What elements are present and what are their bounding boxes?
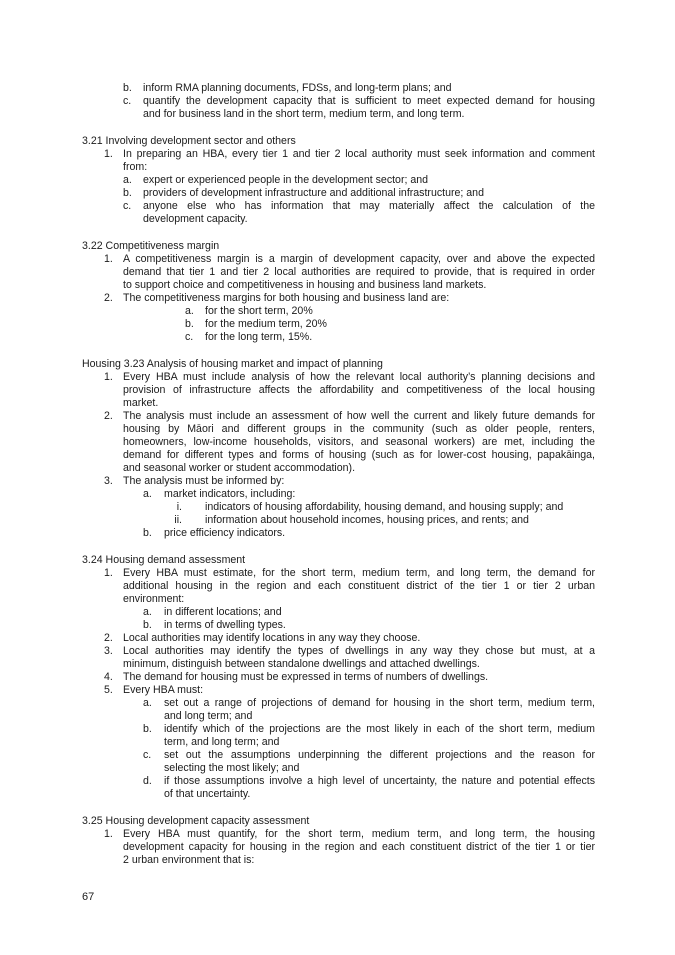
paragraph-line: The competitiveness margins for both housing and business land are:: [123, 292, 450, 304]
list-marker: b.: [143, 619, 152, 631]
list-marker: b.: [123, 187, 132, 199]
paragraph-line: provision of infrastructure affects the affordability and competitiveness of the local housing: [123, 384, 595, 396]
paragraph-line: minimum, distinguish between standalone dwellings and attached dwellings.: [123, 658, 480, 670]
list-number: 5.: [104, 684, 113, 696]
list-number: 2.: [104, 632, 113, 644]
paragraph-line: additional housing in the region and each constituent district of the tier 1 or tier 2 urban: [123, 580, 595, 592]
list-marker: a.: [185, 305, 194, 317]
list-item-text: inform RMA planning documents, FDSs, and long-term plans; and: [143, 82, 452, 94]
paragraph-line: In preparing an HBA, every tier 1 and tier 2 local authority must seek information and comment: [123, 148, 595, 160]
list-number: 1.: [104, 567, 113, 579]
paragraph-line: Every HBA must estimate, for the short term, medium term, and long term, the demand for: [123, 567, 595, 579]
paragraph-line: development capacity for housing in the region and each constituent district of the tier 1 or tier: [123, 841, 595, 853]
list-item-text: information about household incomes, housing prices, and rents; and: [205, 514, 529, 526]
list-item-text: of that uncertainty.: [164, 788, 251, 800]
paragraph-line: housing by Māori and different groups in the community (such as older people, renters,: [123, 423, 595, 435]
list-marker: c.: [123, 200, 132, 212]
list-marker: b.: [143, 527, 152, 539]
list-number: 1.: [104, 148, 113, 160]
list-item-text: set out a range of projections of demand for housing in the short term, medium term,: [164, 697, 595, 709]
list-marker: a.: [143, 488, 152, 500]
list-item-text: in different locations; and: [164, 606, 282, 618]
list-item-text: for the short term, 20%: [205, 305, 313, 317]
paragraph-line: market.: [123, 397, 159, 409]
list-marker: b.: [143, 723, 152, 735]
section-heading: 3.24 Housing demand assessment: [82, 554, 246, 566]
list-marker: c.: [185, 331, 194, 343]
list-number: 3.: [104, 645, 113, 657]
list-number: 1.: [104, 371, 113, 383]
paragraph-line: demand for different types and forms of housing (such as for lower-cost housing, papakāinga,: [123, 449, 595, 461]
paragraph-line: The demand for housing must be expressed in terms of numbers of dwellings.: [123, 671, 489, 683]
list-item-text: indicators of housing affordability, housing demand, and housing supply; and: [205, 501, 564, 513]
list-item-text: term, and long term; and: [164, 736, 280, 748]
list-marker: a.: [123, 174, 132, 186]
list-item-text: and for business land in the short term, medium term, and long term.: [143, 108, 465, 120]
paragraph-line: The analysis must include an assessment of how well the current and likely future demands for: [123, 410, 595, 422]
list-item-text: if those assumptions involve a high level of uncertainty, the nature and potential effects: [164, 775, 595, 787]
list-marker: a.: [143, 697, 152, 709]
section-heading: 3.22 Competitiveness margin: [82, 240, 220, 252]
list-item-text: for the medium term, 20%: [205, 318, 327, 330]
list-item-text: market indicators, including:: [164, 488, 296, 500]
list-item-text: selecting the most likely; and: [164, 762, 300, 774]
page-number: 67: [82, 891, 95, 903]
list-number: 1.: [104, 253, 113, 265]
paragraph-line: Every HBA must:: [123, 684, 204, 696]
list-item-text: providers of development infrastructure and additional infrastructure; and: [143, 187, 484, 199]
paragraph-line: Local authorities may identify locations in any way they choose.: [123, 632, 421, 644]
list-marker: b.: [185, 318, 194, 330]
list-marker: b.: [123, 82, 132, 94]
list-item-text: development capacity.: [143, 213, 248, 225]
paragraph-line: Every HBA must include analysis of how the relevant local authority’s planning decisions and: [123, 371, 595, 383]
paragraph-line: from:: [123, 161, 148, 173]
paragraph-line: homeowners, low-income households, visitors, and seasonal workers) are met, including the: [123, 436, 595, 448]
list-item-text: identify which of the projections are the most likely in each of the short term, medium: [164, 723, 595, 735]
paragraph-line: Local authorities may identify the types of dwellings in any way they chose but must, at a: [123, 645, 595, 657]
paragraph-line: Every HBA must quantify, for the short term, medium term, and long term, the housing: [123, 828, 595, 840]
list-item-text: expert or experienced people in the development sector; and: [143, 174, 429, 186]
list-marker: c.: [143, 749, 152, 761]
paragraph-line: The analysis must be informed by:: [123, 475, 285, 487]
list-item-text: set out the assumptions underpinning the different projections and the reason for: [164, 749, 595, 761]
paragraph-line: demand that tier 1 and tier 2 local authorities are required to provide, that is required in order: [123, 266, 595, 278]
list-item-text: anyone else who has information that may materially affect the calculation of the: [143, 200, 595, 212]
list-number: 3.: [104, 475, 113, 487]
list-item-text: quantify the development capacity that is sufficient to meet expected demand for housing: [143, 95, 595, 107]
list-item-text: in terms of dwelling types.: [164, 619, 286, 631]
paragraph-line: and seasonal worker or student accommodation).: [123, 462, 356, 474]
list-marker: a.: [143, 606, 152, 618]
list-item-text: and long term; and: [164, 710, 253, 722]
paragraph-line: to support choice and competitiveness in housing and business land markets.: [123, 279, 487, 291]
paragraph-line: 2 urban environment that is:: [123, 854, 255, 866]
list-number: 2.: [104, 410, 113, 422]
roman-marker: ii.: [174, 514, 182, 526]
section-heading: 3.25 Housing development capacity assessment: [82, 815, 310, 827]
list-number: 2.: [104, 292, 113, 304]
roman-marker: i.: [176, 501, 182, 513]
list-number: 4.: [104, 671, 113, 683]
paragraph-line: A competitiveness margin is a margin of development capacity, over and above the expected: [123, 253, 595, 265]
list-marker: d.: [143, 775, 152, 787]
paragraph-line: environment:: [123, 593, 185, 605]
section-heading: Housing 3.23 Analysis of housing market and impact of planning: [82, 358, 383, 370]
list-item-text: for the long term, 15%.: [205, 331, 313, 343]
list-number: 1.: [104, 828, 113, 840]
list-marker: c.: [123, 95, 132, 107]
list-item-text: price efficiency indicators.: [164, 527, 286, 539]
section-heading: 3.21 Involving development sector and others: [82, 135, 296, 147]
